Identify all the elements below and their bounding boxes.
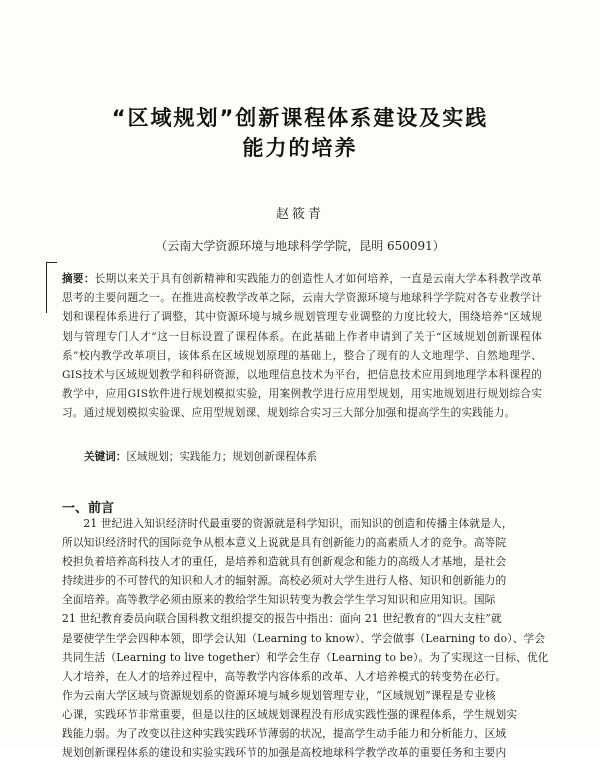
abstract-block	[62, 270, 542, 424]
body-line: 校担负着培养高科技人才的重任，是培养和造就具有创新观念和能力的高级人才基地，是社会	[62, 555, 507, 569]
body-line: 共同生活（Learning to live together）和学会生存（Learning to be）。为了实现这一目标、优化	[62, 650, 549, 664]
author-affiliation: （云南大学资源环境与地球科学学院，昆明 650091）	[155, 239, 445, 253]
section-body-introduction	[62, 514, 552, 762]
body-line: 是要使学生学会四种本领，即学会认知（Learning to know）、学会做事（Learning to do）、学会	[62, 631, 546, 645]
body-line: 21 世纪进入知识经济时代最重要的资源就是科学知识，而知识的创造和传播主体就是人，	[83, 517, 513, 530]
body-line: 心课，实践环节非常重要，但是以往的区域规划课程没有形成实践性强的课程体系，学生规划实	[62, 707, 518, 721]
abstract-label: 摘要：	[62, 273, 95, 285]
body-line: 21 世纪教育委员向联合国科教文组织提交的报告中指出：面向 21 世纪教育的“四大支柱”就	[62, 612, 502, 626]
keywords-text: 区域规划；实践能力；规划创新课程体系	[126, 451, 318, 463]
keywords-block	[84, 449, 544, 464]
section-heading-introduction: 一、前言	[62, 501, 115, 516]
body-line: 践能力弱。为了改变以往这种实践实践环节薄弱的状况，提高学生动手能力和分析能力、区域	[62, 727, 507, 741]
author-name: 赵筱青	[275, 207, 324, 222]
body-line: 全面培养。高等教学必须由原来的教给学生知识转变为教会学生学习知识和应用知识。国际	[62, 593, 496, 607]
keywords-label: 关键词：	[84, 451, 127, 463]
body-line: 持续进步的不可替代的知识和人才的辐射源。高校必须对大学生进行人格、知识和创新能力的	[62, 574, 507, 588]
body-line: 所以知识经济时代的国际竞争从根本意义上说就是具有创新能力的高素质人才的竞争。高等院	[62, 536, 507, 550]
abstract-bracket-mark	[46, 262, 57, 313]
body-line: 规划创新课程体系的建设和实验实践环节的加强是高校地球科学教学改革的重要任务和主要内	[62, 746, 507, 760]
body-line: 人才培养，在人才的培养过程中，高等教学内容体系的改革、人才培养模式的转变势在必行。	[62, 669, 507, 683]
paper-title-line-1: “区域规划”创新课程体系建设及实践	[111, 106, 489, 130]
abstract-text: 长期以来关于具有创新精神和实践能力的创造性人才如何培养，一直是云南大学本科教学改革思考的主要问题之一。在推进高校教学改革之际，云南大学资源环境与地球科学学院对各专业教学计划和课程体系进行了调整，其中资源环境与城乡规划管理专业调整的力度比较大，围绕培养“区域规划与管理专门人才”这一目标设置了课程体系。在此基础上作者申请到了关于“区域规划创新课程体系”校内教学改革项目，该体系在区域规划原理的基础上，整合了现有的人文地理学、自然地理学、GIS技术与区域规划教学和科研资源，以地理信息技术为平台，把信息技术应用到地理学本科课程的教学中，应用GIS软件进行规划模拟实验，用案例教学进行应用型规划，用实地规划进行规划综合实习。通过规划模拟实验课、应用型规划课、规划综合实习三大部分加强和提高学生的实践能力。	[62, 273, 542, 420]
paper-title-line-2: 能力的培养	[242, 136, 358, 160]
body-line: 作为云南大学区域与资源规划系的资源环境与城乡规划管理专业，“区域规划”课程是专业核	[62, 688, 496, 702]
